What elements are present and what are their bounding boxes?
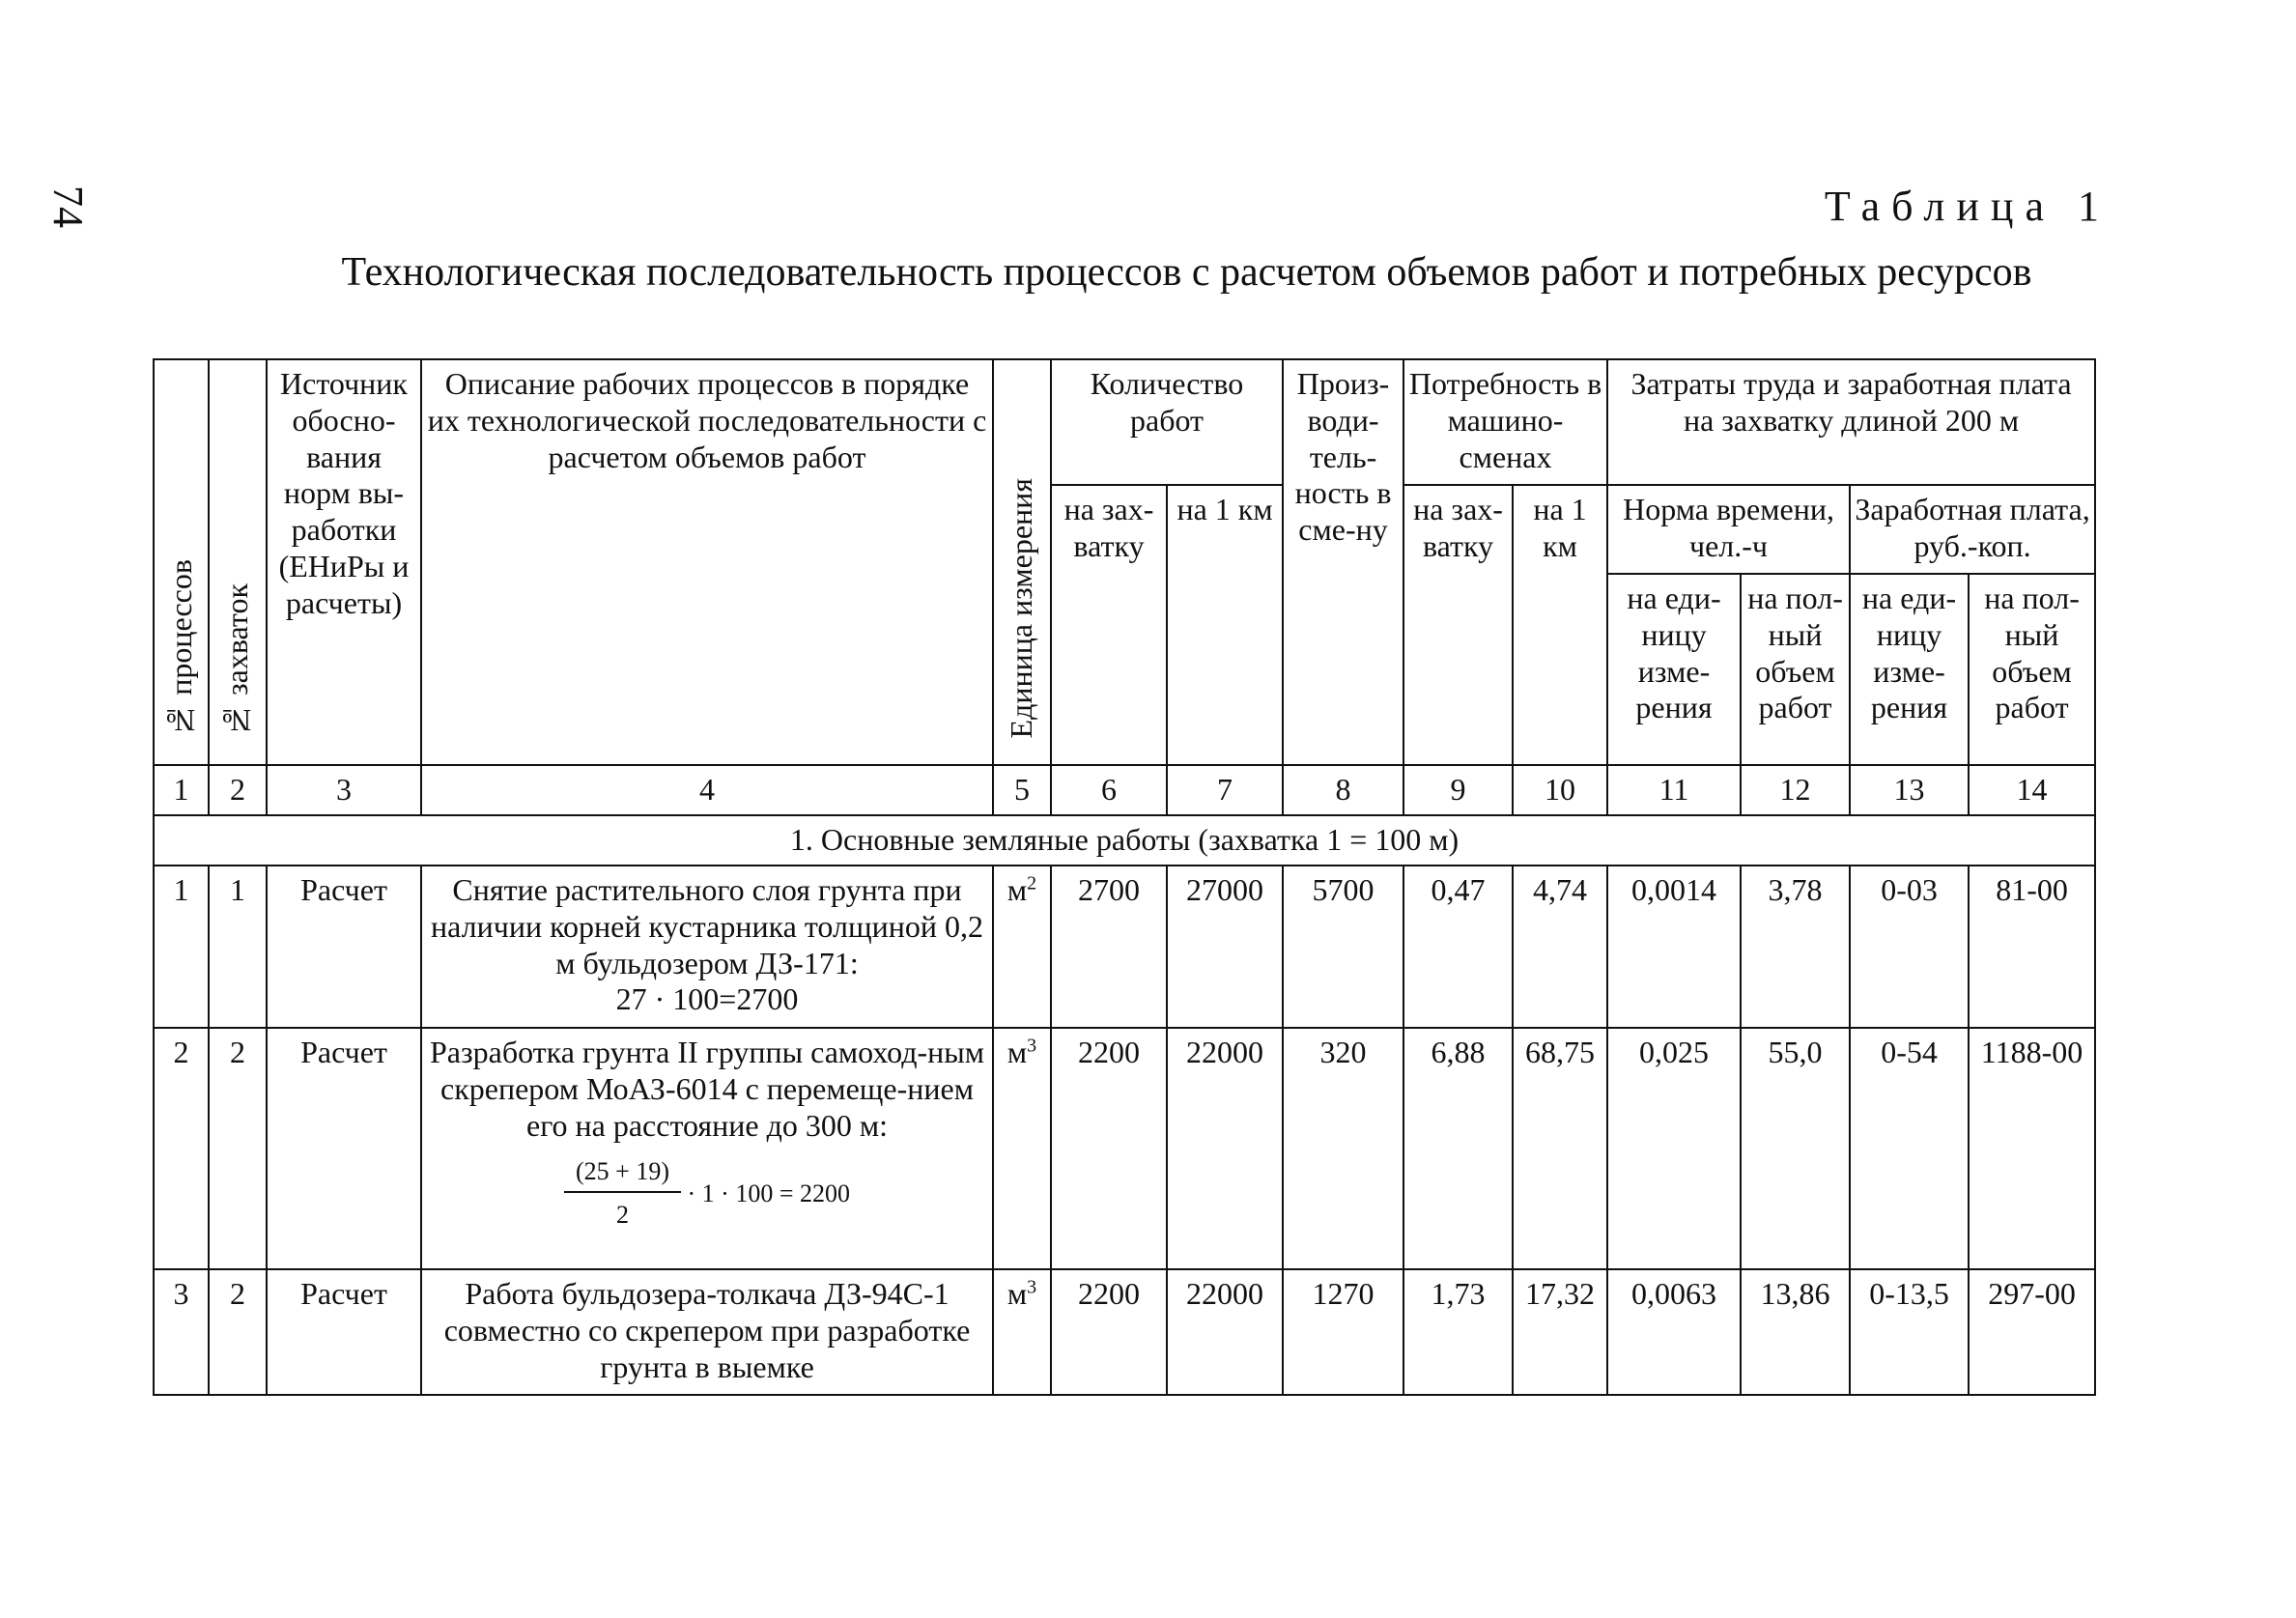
cell-norm-unit: 0,0063 [1607, 1269, 1741, 1395]
cell-wage-total: 81-00 [1969, 866, 2095, 1028]
cell-wage-total: 297-00 [1969, 1269, 2095, 1395]
description-text: Снятие растительного слоя грунта при наличии корней кустарника толщиной 0,2 м бульдозером ДЗ-171: [431, 872, 983, 980]
formula-numerator: (25 + 19) [564, 1157, 681, 1193]
section-heading: 1. Основные земляные работы (захватка 1 = 100 м) [154, 815, 2095, 866]
formula-denominator: 2 [616, 1200, 629, 1229]
description-text: Работа бульдозера-толкача ДЗ-94С-1 совместно со скрепером при разработке грунта в выемке [443, 1276, 971, 1384]
table-row [154, 1269, 2095, 1395]
cell-qty-grip: 2200 [1051, 1028, 1167, 1269]
cell-unit: $м^2$ [993, 866, 1051, 1028]
header-machine-shifts: Потребность в машино-сменах [1403, 359, 1607, 485]
cell-norm-total: 3,78 [1741, 866, 1850, 1028]
cell-norm-total: 55,0 [1741, 1028, 1850, 1269]
cell-machine-grip: 1,73 [1403, 1269, 1513, 1395]
cell-productivity: 1270 [1283, 1269, 1403, 1395]
cell-source: Расчет [267, 866, 421, 1028]
cell-qty-grip: 2700 [1051, 866, 1167, 1028]
cell-wage-unit: 0-54 [1850, 1028, 1969, 1269]
cell-machine-km: 68,75 [1513, 1028, 1607, 1269]
header-time-norm: Норма времени, чел.-ч [1607, 485, 1850, 574]
cell-qty-grip: 2200 [1051, 1269, 1167, 1395]
cell-wage-total: 1188-00 [1969, 1028, 2095, 1269]
table-row [154, 1028, 2095, 1269]
cell-process: 1 [154, 866, 209, 1028]
cell-unit: $м^3$ [993, 1028, 1051, 1269]
header-quantity-km: на 1 км [1167, 485, 1283, 765]
column-number: 7 [1167, 765, 1283, 815]
description-text: Разработка грунта II группы самоход-ным скрепером МоАЗ-6014 с перемеще-нием его на расстояние до 300 м: [429, 1035, 985, 1143]
column-number: 13 [1850, 765, 1969, 815]
column-number: 9 [1403, 765, 1513, 815]
cell-wage-unit: 0-13,5 [1850, 1269, 1969, 1395]
page-number: 74 [44, 185, 92, 228]
header-wage: Заработная плата, руб.-коп. [1850, 485, 2095, 574]
header-quantity: Количество работ [1051, 359, 1283, 485]
header-process-number: № процессов [154, 359, 209, 765]
header-productivity: Произ-води-тель-ность в сме-ну [1283, 359, 1403, 765]
header-labor-wages: Затраты труда и заработная плата на захватку длиной 200 м [1607, 359, 2095, 485]
column-number: 1 [154, 765, 209, 815]
column-number: 12 [1741, 765, 1850, 815]
header-wage-total: на пол-ный объем работ [1969, 574, 2095, 765]
cell-description [421, 1028, 993, 1269]
header-machine-grip: на зах-ватку [1403, 485, 1513, 765]
cell-machine-grip: 0,47 [1403, 866, 1513, 1028]
cell-grip: 2 [209, 1269, 267, 1395]
cell-productivity: 5700 [1283, 866, 1403, 1028]
cell-norm-unit: 0,025 [1607, 1028, 1741, 1269]
header-description: Описание рабочих процессов в порядке их технологической последовательности с расчетом объемов работ [421, 359, 993, 765]
cell-qty-km: 22000 [1167, 1028, 1283, 1269]
column-number: 4 [421, 765, 993, 815]
cell-productivity: 320 [1283, 1028, 1403, 1269]
column-number-row [154, 765, 2095, 815]
column-number: 6 [1051, 765, 1167, 815]
cell-unit: $м^3$ [993, 1269, 1051, 1395]
cell-qty-km: 22000 [1167, 1269, 1283, 1395]
cell-source: Расчет [267, 1269, 421, 1395]
header-norm-total: на пол-ный объем работ [1741, 574, 1850, 765]
cell-process: 3 [154, 1269, 209, 1395]
header-grip-number: № захваток [209, 359, 267, 765]
column-number: 11 [1607, 765, 1741, 815]
cell-source: Расчет [267, 1028, 421, 1269]
cell-machine-km: 4,74 [1513, 866, 1607, 1028]
header-source: Источник обосно-вания норм вы-работки (ЕНиРы и расчеты) [267, 359, 421, 765]
formula [564, 1157, 850, 1230]
cell-description [421, 866, 993, 1028]
cell-grip: 1 [209, 866, 267, 1028]
table-row [154, 866, 2095, 1028]
column-number: 14 [1969, 765, 2095, 815]
resources-table [153, 358, 2096, 1396]
header-norm-unit: на еди-ницу изме-рения [1607, 574, 1741, 765]
header-machine-km: на 1 км [1513, 485, 1607, 765]
column-number: 10 [1513, 765, 1607, 815]
formula-rest: · 1 · 100 = 2200 [687, 1178, 850, 1207]
cell-wage-unit: 0-03 [1850, 866, 1969, 1028]
cell-process: 2 [154, 1028, 209, 1269]
formula-text: 27 · 100=2700 [615, 981, 799, 1017]
column-number: 3 [267, 765, 421, 815]
header-wage-unit: на еди-ницу изме-рения [1850, 574, 1969, 765]
cell-description [421, 1269, 993, 1395]
header-quantity-grip: на зах-ватку [1051, 485, 1167, 765]
column-number: 8 [1283, 765, 1403, 815]
cell-norm-total: 13,86 [1741, 1269, 1850, 1395]
column-number: 2 [209, 765, 267, 815]
table-label: Таблица 1 [1824, 183, 2111, 230]
column-number: 5 [993, 765, 1051, 815]
cell-machine-grip: 6,88 [1403, 1028, 1513, 1269]
cell-grip: 2 [209, 1028, 267, 1269]
cell-machine-km: 17,32 [1513, 1269, 1607, 1395]
page-title: Технологическая последовательность процессов с расчетом объемов работ и потребных ресурсов [341, 250, 2032, 295]
cell-qty-km: 27000 [1167, 866, 1283, 1028]
header-unit: Единица измерения [993, 359, 1051, 765]
cell-norm-unit: 0,0014 [1607, 866, 1741, 1028]
